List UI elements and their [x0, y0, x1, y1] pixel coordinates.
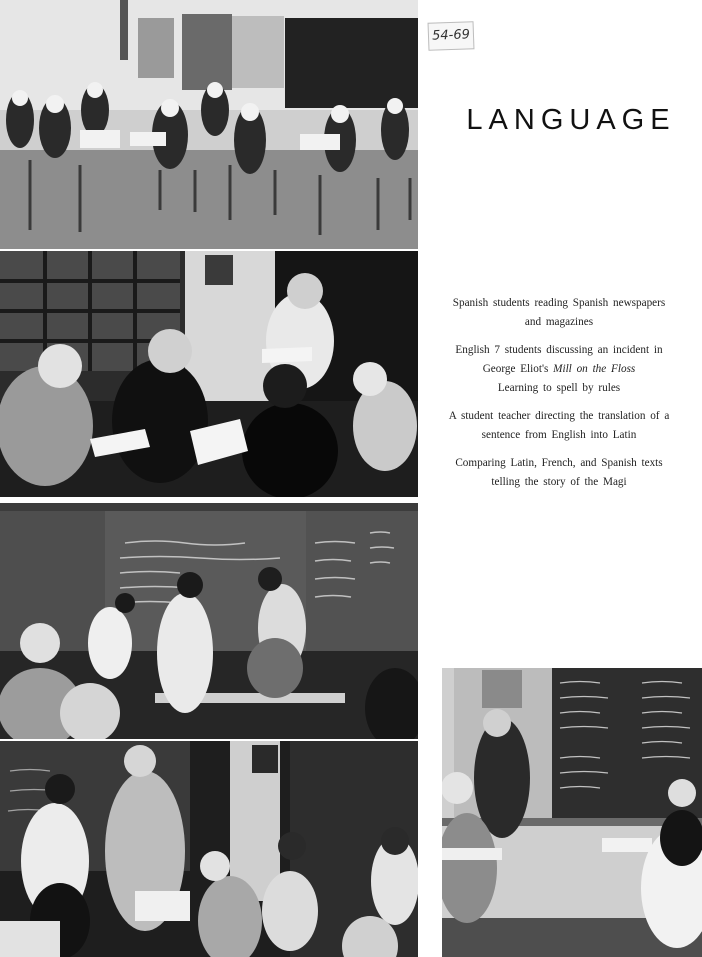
caption-student-teacher [436, 407, 682, 445]
photo-comparing-texts [442, 668, 702, 957]
photo-captions [436, 294, 682, 501]
photo-classroom-reading [0, 0, 418, 249]
page-title: LANGUAGE [466, 104, 676, 136]
caption-line: Spanish students reading Spanish newspapers [452, 297, 666, 309]
caption-text: George Eliot's [482, 363, 554, 375]
caption-line: sentence from English into Latin [481, 429, 637, 441]
caption-line: and magazines [524, 316, 594, 328]
caption-line: English 7 students discussing an incident in [455, 344, 663, 356]
photo-spelling-lesson [0, 741, 418, 957]
photo-chalkboard-translation [0, 503, 418, 739]
caption-line: A student teacher directing the translation of a [448, 410, 670, 422]
caption-english-7 [436, 341, 682, 398]
caption-line: telling the story of the Magi [491, 476, 627, 488]
caption-line: Comparing Latin, French, and Spanish texts [455, 457, 663, 469]
caption-line [436, 360, 682, 379]
handwritten-page-number: 54-69 [428, 21, 475, 51]
caption-comparing-texts [436, 454, 682, 492]
caption-line: Learning to spell by rules [497, 382, 621, 394]
caption-spanish-newspapers [436, 294, 682, 332]
photo-students-discussing-book [0, 251, 418, 497]
book-title: Mill on the Floss [553, 363, 636, 375]
